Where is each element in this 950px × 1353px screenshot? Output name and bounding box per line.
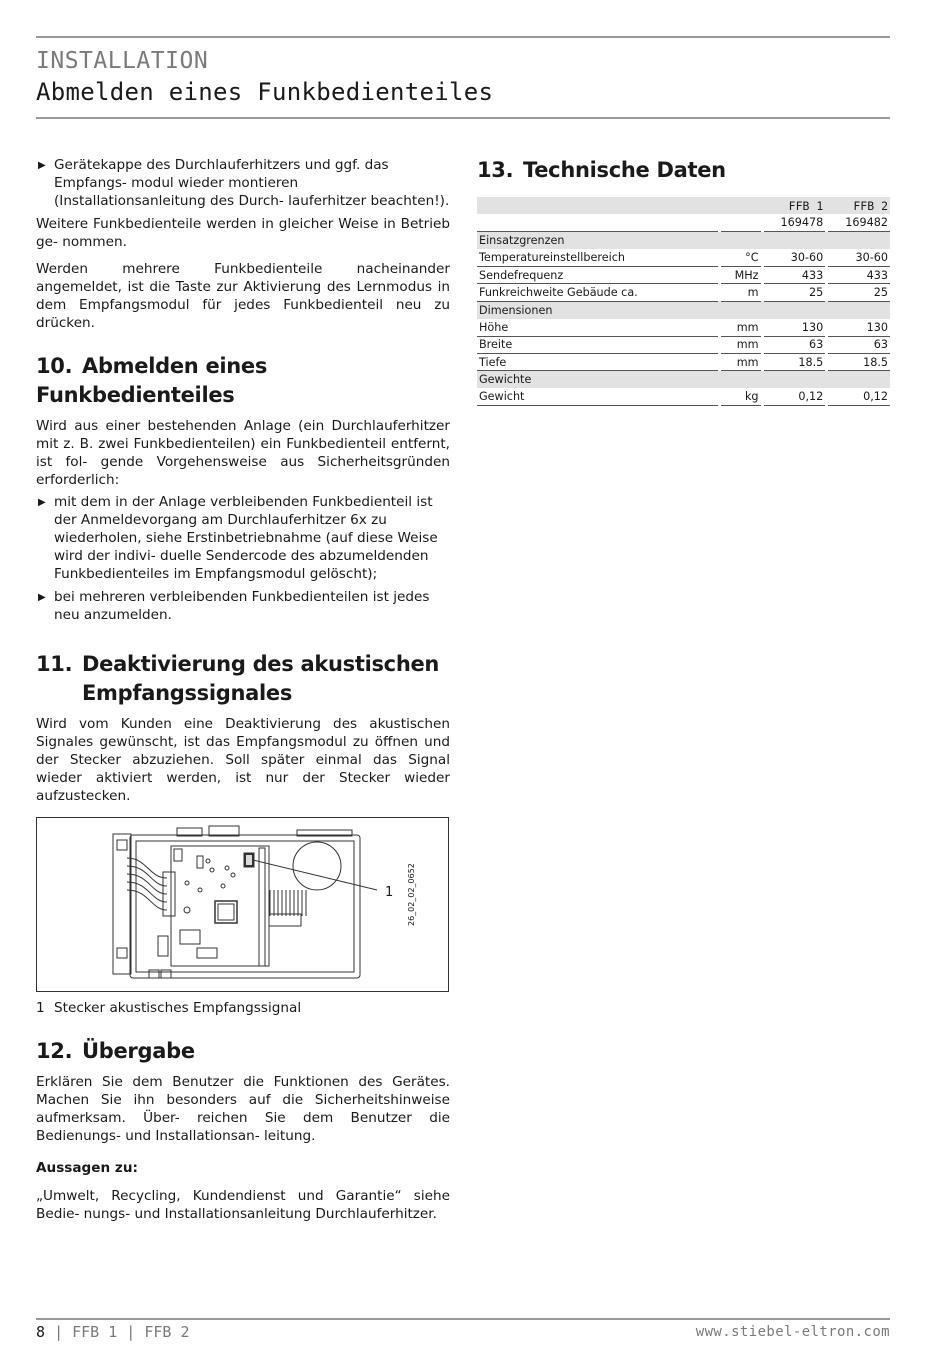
subheading: Aussagen zu:: [36, 1160, 138, 1176]
header-top-rule: [36, 36, 890, 38]
footer-rule: [36, 1318, 890, 1320]
section-label: INSTALLATION: [36, 48, 209, 74]
column-header-ffb2: FFB 2: [828, 197, 890, 214]
table-row: Sendefrequenz MHz 433 433: [477, 267, 890, 284]
column-header-ffb1: FFB 1: [764, 197, 826, 214]
paragraph: „Umwelt, Recycling, Kundendienst und Garantie“ siehe Bedie- nungs- und Installationsanleitung Durchlauferhitzer.: [36, 1188, 450, 1222]
paragraph: Erklären Sie dem Benutzer die Funktionen des Gerätes. Machen Sie ihn besonders auf die Sicherheitshinweise aufmerksam. Über- reichen Sie dem Benutzer die Bedienungs- und Installationsan- leitung.: [36, 1074, 450, 1144]
table-row: Temperatureinstellbereich °C 30-60 30-60: [477, 249, 890, 266]
figure-code: 26_02_02_0652: [407, 863, 416, 926]
footer-product: | FFB 1 | FFB 2: [54, 1323, 190, 1341]
table-row: Höhe mm 130 130: [477, 319, 890, 336]
page-title: Abmelden eines Funkbedienteiles: [36, 78, 494, 106]
table-row-codes: 169478 169482: [477, 214, 890, 231]
table-header-row: [477, 197, 890, 214]
receiver-module-drawing: [37, 818, 448, 991]
table-row: Funkreichweite Gebäude ca. m 25 25: [477, 284, 890, 301]
section-heading-13: 13. Technische Daten: [477, 158, 726, 182]
figure-callout-1: 1: [385, 885, 394, 900]
left-column: [36, 156, 450, 1232]
list-item: ▶ Gerätekappe des Durchlauferhitzers und ggf. das Empfangs- modul wieder montieren (Installationsanleitung des Durch- lauferhitzer beachten!).: [38, 157, 450, 209]
paragraph: Weitere Funkbedienteile werden in gleicher Weise in Betrieb ge- nommen.: [36, 216, 450, 250]
arrow-bullet-icon: ▶: [38, 497, 46, 508]
tech-data-table: [477, 197, 890, 406]
list-item: ▶ mit dem in der Anlage verbleibenden Funkbedienteil ist der Anmeldevorgang am Durchlauferhitzer 6x zu wiederholen, siehe Erstinbetriebnahme (auf diese Weise wird der indivi- duelle Sendercode des abzumeldenden Funkbedienteiles im Empfangsmodul gelöscht);: [38, 494, 438, 582]
arrow-bullet-icon: ▶: [38, 160, 46, 171]
section-heading-12: 12. Übergabe: [36, 1039, 195, 1063]
paragraph: Werden mehrere Funkbedienteile nacheinander angemeldet, ist die Taste zur Aktivierung des Lernmodus in dem Empfangsmodul für jedes Funkbedienteil neu zu drücken.: [36, 261, 450, 331]
arrow-bullet-icon: ▶: [38, 592, 46, 603]
right-column: [477, 156, 890, 406]
figure-caption: 1 Stecker akustisches Empfangssignal: [36, 1000, 302, 1016]
table-row: Tiefe mm 18.5 18.5: [477, 354, 890, 371]
table-group-row: Dimensionen: [477, 301, 890, 318]
paragraph: Wird vom Kunden eine Deaktivierung des akustischen Signales gewünscht, ist das Empfangsmodul zu öffnen und der Stecker abzuziehen. Soll später einmal das Signal wieder aktiviert werden, ist nur der Stecker wieder aufzustecken.: [36, 716, 450, 804]
section-heading-10: 10. Abmelden eines Funkbedienteiles: [36, 354, 268, 407]
footer-page-info: [36, 1323, 190, 1341]
header-bottom-rule: [36, 117, 890, 119]
list-item: ▶ bei mehreren verbleibenden Funkbedienteilen ist jedes neu anzumelden.: [38, 589, 430, 623]
page-number: 8: [36, 1323, 46, 1341]
table-group-row: Einsatzgrenzen: [477, 232, 890, 249]
paragraph: Wird aus einer bestehenden Anlage (ein Durchlauferhitzer mit z. B. zwei Funkbedienteilen) ein Funkbedienteil entfernt, ist fol- gende Vorgehensweise aus Sicherheitsgründen erforderlich:: [36, 418, 450, 488]
table-row: Gewicht kg 0,12 0,12: [477, 388, 890, 405]
table-row: Breite mm 63 63: [477, 336, 890, 353]
table-group-row: Gewichte: [477, 371, 890, 388]
figure-receiver-module: [36, 817, 449, 992]
section-heading-11: 11. Deaktivierung des akustischen Empfangssignales: [36, 652, 440, 705]
footer-url: www.stiebel-eltron.com: [695, 1324, 890, 1340]
